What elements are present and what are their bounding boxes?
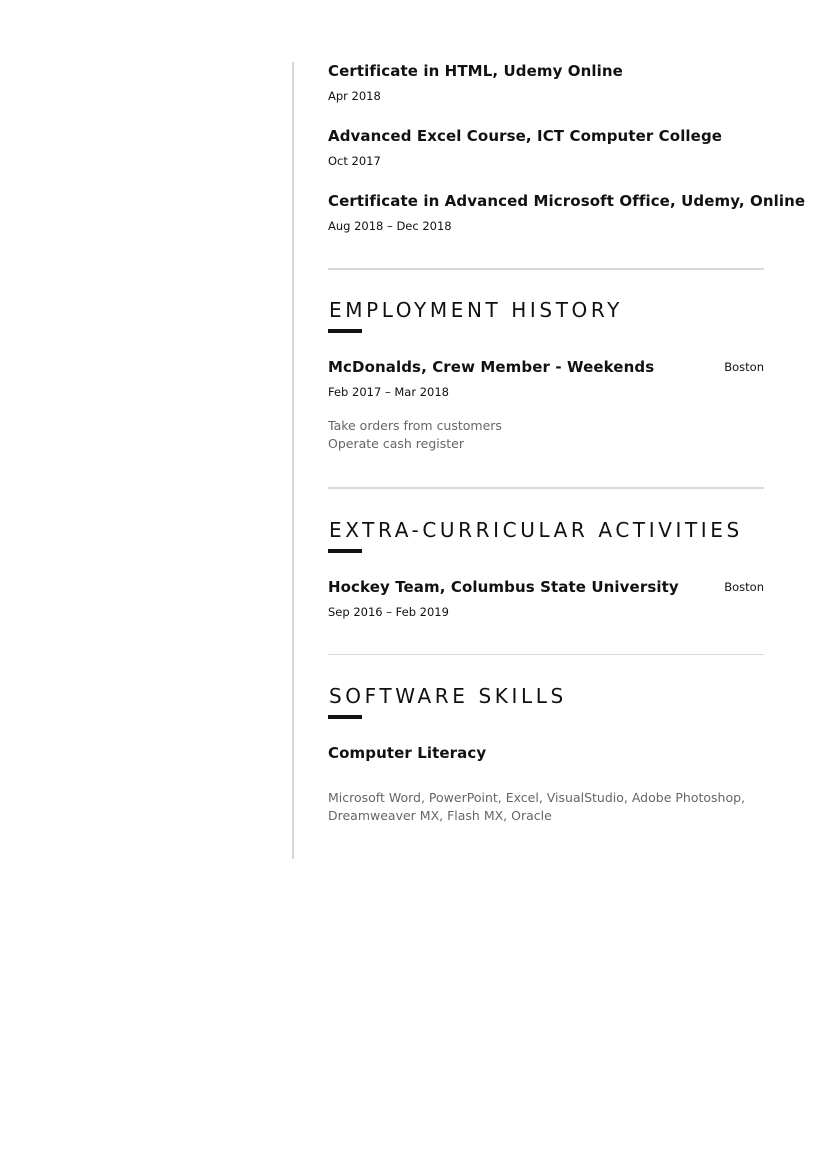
employment-entry: [328, 358, 764, 458]
entry-title: Hockey Team, Columbus State University: [328, 578, 679, 596]
entry-city: Boston: [724, 580, 764, 594]
description-line: Operate cash register: [328, 436, 464, 451]
education-entry: [328, 62, 764, 106]
education-entry: [328, 127, 764, 171]
heading-underline: [328, 715, 362, 719]
column-separator-line: [292, 62, 294, 859]
entry-date: Sep 2016 – Feb 2019: [328, 605, 449, 619]
entry-date: Feb 2017 – Mar 2018: [328, 385, 449, 399]
activities-heading: EXTRA-CURRICULAR ACTIVITIES: [329, 518, 743, 542]
entry-title: McDonalds, Crew Member - Weekends: [328, 358, 655, 376]
entry-date: Aug 2018 – Dec 2018: [328, 219, 452, 233]
section-divider: [328, 654, 764, 655]
software-heading: SOFTWARE SKILLS: [329, 684, 567, 708]
skill-entry: [328, 744, 764, 834]
entry-description: [328, 789, 764, 825]
description-line: Microsoft Word, PowerPoint, Excel, VisualStudio, Adobe Photoshop,: [328, 790, 746, 805]
heading-underline: [328, 329, 362, 333]
employment-heading: EMPLOYMENT HISTORY: [329, 298, 623, 322]
entry-description: [328, 417, 764, 453]
heading-underline: [328, 549, 362, 553]
description-line: Dreamweaver MX, Flash MX, Oracle: [328, 808, 552, 823]
section-divider: [328, 487, 764, 489]
description-line: Take orders from customers: [328, 418, 502, 433]
entry-date: Apr 2018: [328, 89, 381, 103]
entry-title: Advanced Excel Course, ICT Computer College: [328, 127, 723, 145]
education-entry: [328, 192, 806, 236]
section-divider: [328, 268, 764, 270]
entry-city: Boston: [724, 360, 764, 374]
entry-title: Certificate in HTML, Udemy Online: [328, 62, 623, 80]
activity-entry: [328, 578, 764, 622]
entry-title: Certificate in Advanced Microsoft Office, Udemy, Online: [328, 192, 806, 210]
entry-date: Oct 2017: [328, 154, 381, 168]
entry-title: Computer Literacy: [328, 744, 487, 762]
